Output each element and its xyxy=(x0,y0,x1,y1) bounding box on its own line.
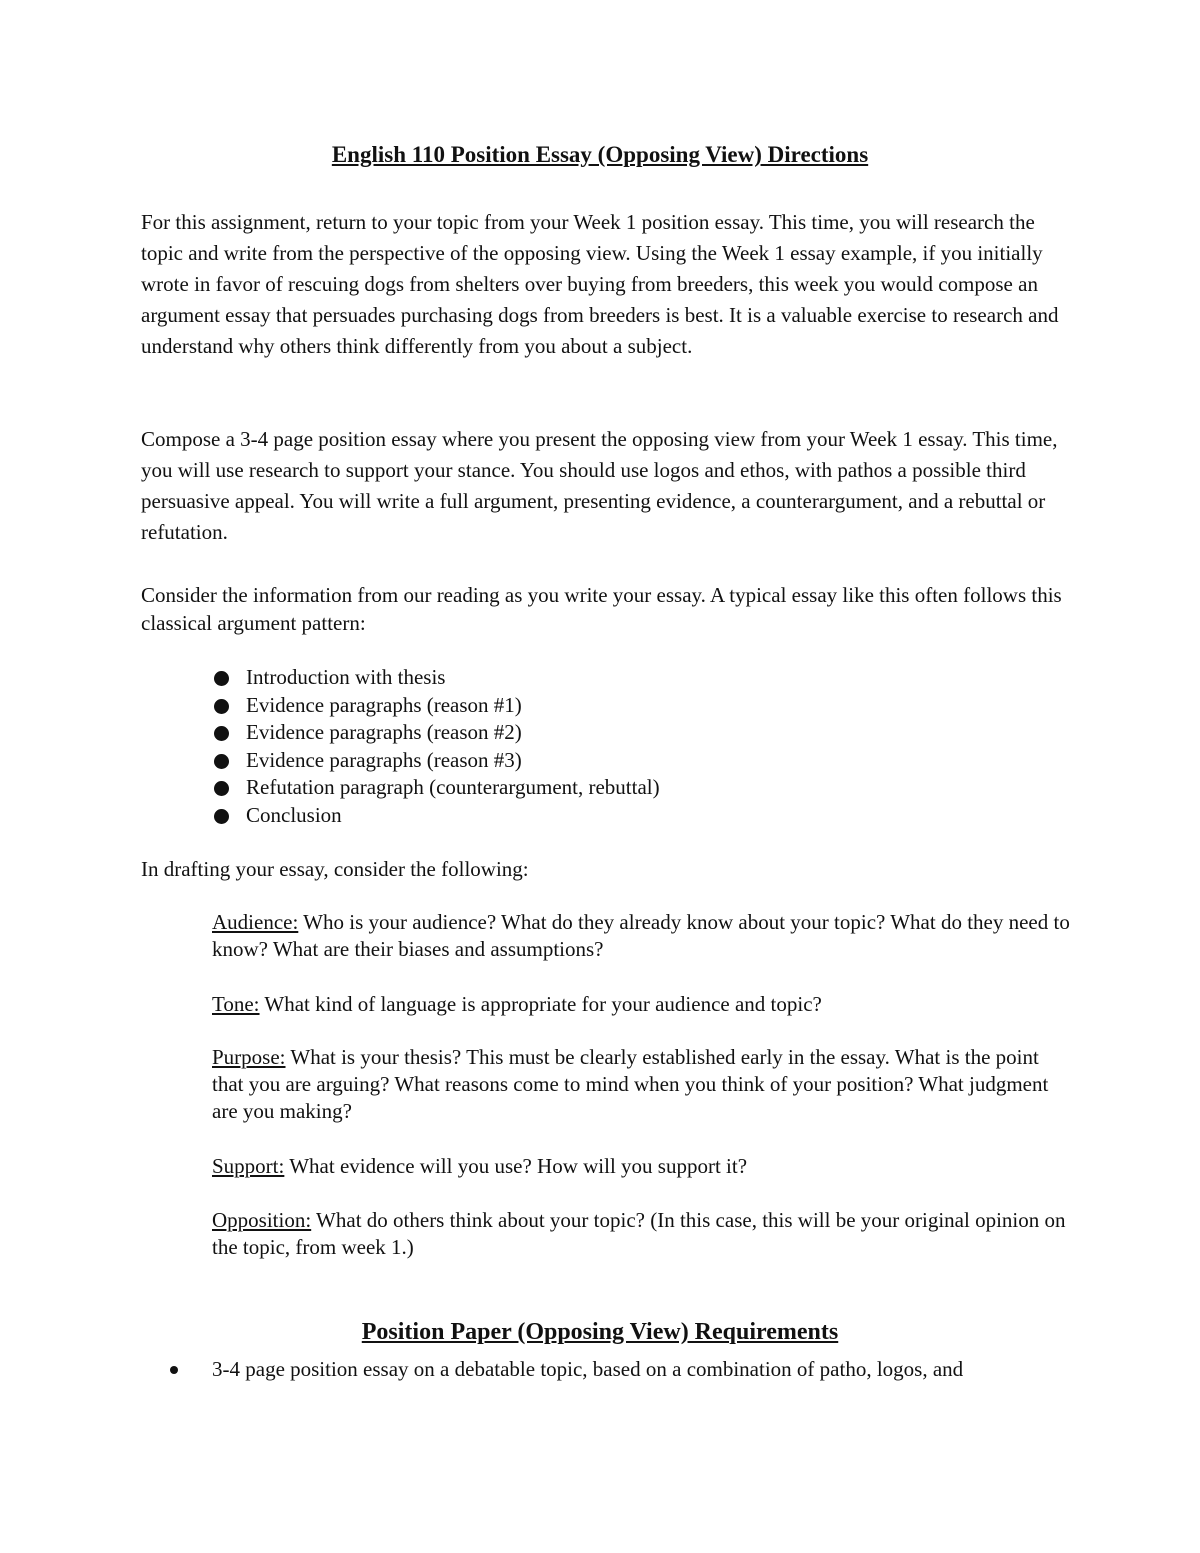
list-item: 3-4 page position essay on a debatable topic, based on a combination of patho, logos, and xyxy=(168,1356,1068,1383)
purpose-label: Purpose: xyxy=(212,1045,286,1069)
intro-paragraph: For this assignment, return to your topic from your Week 1 position essay. This time, you will research the topic and write from the perspective of the opposing view. Using the Week 1 essay example, if you initially wrote in favor of rescuing dogs from shelters over buying from breeders, this week you would compose an argument essay that persuades purchasing dogs from breeders is best. It is a valuable exercise to research and understand why others think differently from you about a subject. xyxy=(141,210,1059,358)
requirements-title: Position Paper (Opposing View) Requirements xyxy=(361,1319,839,1345)
bullet-icon xyxy=(214,671,229,686)
support-item: Support: What evidence will you use? How will you support it? xyxy=(212,1154,748,1178)
purpose-item: Purpose: What is your thesis? This must be clearly established early in the essay. What is the point that you are arguing? What reasons come to mind when you think of your position? What judgment are you making? xyxy=(212,1045,1049,1123)
tone-item: Tone: What kind of language is appropriate for your audience and topic? xyxy=(212,992,822,1016)
opposition-label: Opposition: xyxy=(212,1208,312,1232)
list-item: Introduction with thesis xyxy=(214,664,660,692)
audience-item: Audience: Who is your audience? What do they already know about your topic? What do they need to know? What are their biases and assumptions? xyxy=(212,910,1070,961)
requirements-list xyxy=(168,1356,1068,1383)
bullet-icon xyxy=(214,699,229,714)
bullet-icon xyxy=(214,726,229,741)
bullet-icon xyxy=(214,781,229,796)
argument-pattern-list xyxy=(214,664,660,829)
audience-label: Audience: xyxy=(212,910,299,934)
drafting-intro: In drafting your essay, consider the following: xyxy=(141,857,529,881)
list-item: Evidence paragraphs (reason #2) xyxy=(214,719,660,747)
list-item: Conclusion xyxy=(214,802,660,830)
bullet-icon xyxy=(214,809,229,824)
list-item: Evidence paragraphs (reason #1) xyxy=(214,692,660,720)
tone-label: Tone: xyxy=(212,992,260,1016)
compose-paragraph: Compose a 3-4 page position essay where you present the opposing view from your Week 1 essay. This time, you will use research to support your stance. You should use logos and ethos, with pathos a possible third persuasive appeal. You will write a full argument, presenting evidence, a counterargument, and a rebuttal or refutation. xyxy=(141,427,1058,544)
bullet-icon xyxy=(214,754,229,769)
bullet-icon xyxy=(170,1366,178,1374)
reading-paragraph: Consider the information from our reading as you write your essay. A typical essay like this often follows this classical argument pattern: xyxy=(141,583,1062,635)
document-title: English 110 Position Essay (Opposing View) Directions xyxy=(331,142,869,167)
support-label: Support: xyxy=(212,1154,285,1178)
list-item: Evidence paragraphs (reason #3) xyxy=(214,747,660,775)
opposition-item: Opposition: What do others think about your topic? (In this case, this will be your original opinion on the topic, from week 1.) xyxy=(212,1208,1066,1259)
list-item: Refutation paragraph (counterargument, rebuttal) xyxy=(214,774,660,802)
